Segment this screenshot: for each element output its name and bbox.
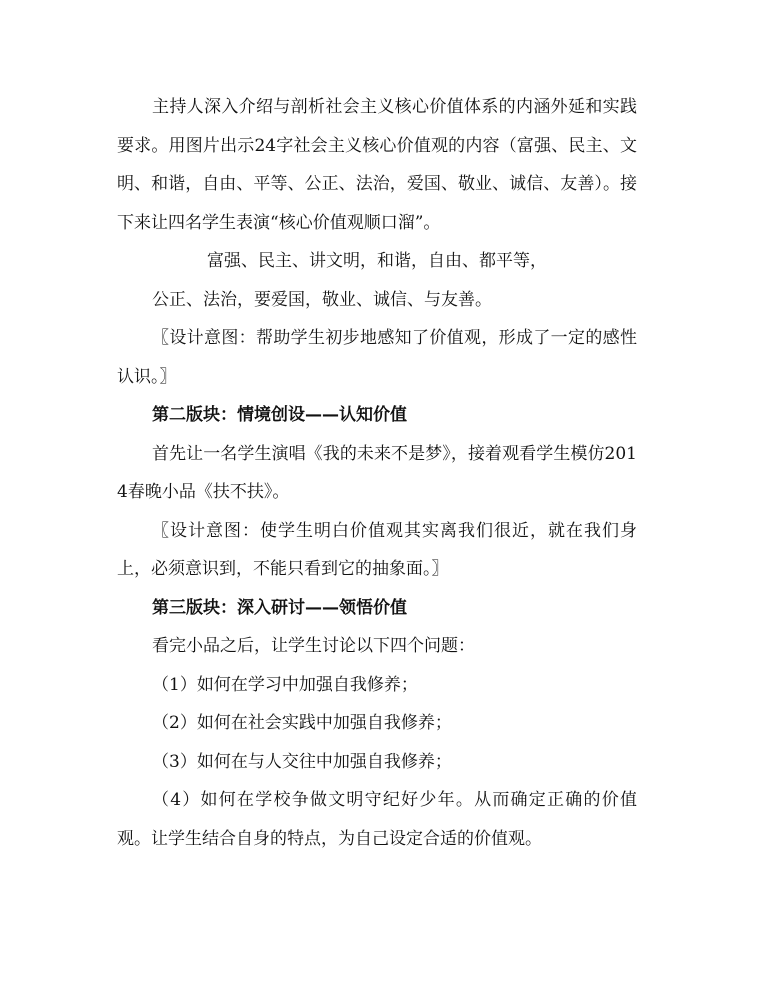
- section-3-paragraph: 看完小品之后，让学生讨论以下四个问题：: [152, 636, 475, 656]
- question-item-1: （1）如何在学习中加强自我修养；: [152, 674, 418, 695]
- section-2-paragraph: 首先让一名学生演唱《我的未来不是梦》，接着观看学生模仿2014春晚小品《扶不扶》。: [117, 443, 637, 502]
- design-intent-1: 〖设计意图：帮助学生初步地感知了价值观，形成了一定的感性认识。〗: [117, 328, 637, 387]
- section-heading-3: 第三版块：深入研讨——领悟价值: [152, 597, 407, 618]
- question-item-2: （2）如何在社会实践中加强自我修养；: [152, 713, 452, 733]
- intro-paragraph: 主持人深入介绍与剖析社会主义核心价值体系的内涵外延和实践要求。用图片出示24字社会主义核心价值观的内容（富强、民主、文明、和谐，自由、平等、公正、法治，爱国、敬业、诚信、友善）。接下来让四名学生表演“核心价值观顺口溜”。: [117, 97, 637, 233]
- question-item-3: （3）如何在与人交往中加强自我修养；: [152, 751, 452, 772]
- verse-line-1: 富强、民主、讲文明，和谐，自由、都平等，: [207, 251, 547, 271]
- section-heading-2: 第二版块：情境创设——认知价值: [152, 405, 407, 425]
- question-item-4: （4）如何在学校争做文明守纪好少年。从而确定正确的价值观。让学生结合自身的特点，为自己设定合适的价值观。: [117, 790, 637, 849]
- document-body: [117, 88, 637, 858]
- design-intent-2: 〖设计意图：使学生明白价值观其实离我们很近，就在我们身上，必须意识到，不能只看到它的抽象面。〗: [117, 520, 637, 579]
- verse-line-2: 公正、法治，要爱国，敬业、诚信、与友善。: [152, 289, 492, 310]
